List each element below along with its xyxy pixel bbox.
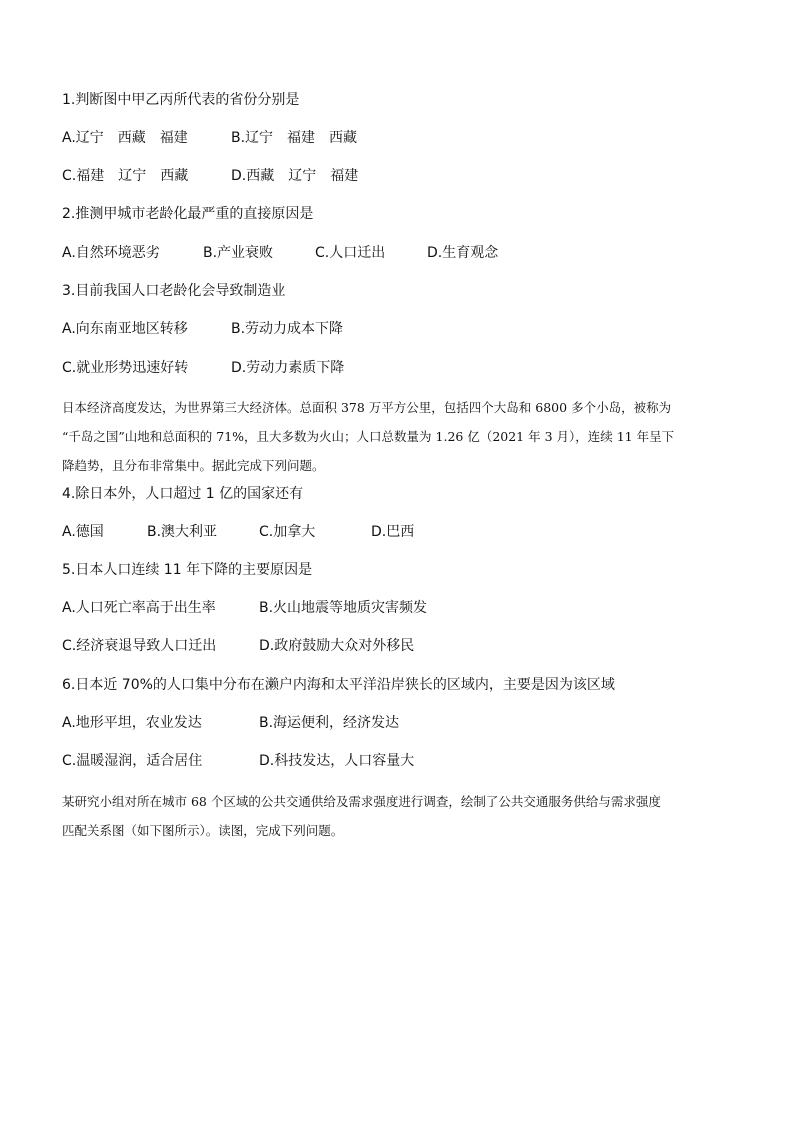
question-5-option-c: C.经济衰退导致人口迁出 [62,638,217,654]
question-2-option-d: D.生育观念 [427,245,499,261]
question-2-option-b: B.产业衰败 [203,245,274,261]
question-6-option-a: A.地形平坦，农业发达 [62,715,202,731]
question-6-option-d: D.科技发达，人口容量大 [259,753,415,769]
passage-transit-line-1: 某研究小组对所在城市 68 个区域的公共交通供给及需求强度进行调查，绘制了公共交通服务供给与需求强度 [62,794,661,809]
question-4-option-d: D.巴西 [371,524,415,540]
question-2-stem: 2.推测甲城市老龄化最严重的直接原因是 [62,206,314,222]
question-5-option-b: B.火山地震等地质灾害频发 [259,600,428,616]
question-3-stem: 3.目前我国人口老龄化会导致制造业 [62,283,286,299]
question-1-option-a: A.辽宁 西藏 福建 [62,130,188,146]
passage-japan [62,393,734,480]
question-2-option-a: A.自然环境恶劣 [62,245,160,261]
passage-japan-line-2: “千岛之国”山地和总面积的 71%，且大多数为火山；人口总数量为 1.26 亿（2021 年 3 月），连续 11 年呈下 [62,429,675,444]
passage-transit [62,787,734,845]
question-4-option-b: B.澳大利亚 [147,524,218,540]
question-2-option-c: C.人口迁出 [315,245,386,261]
question-5-option-d: D.政府鼓励大众对外移民 [259,638,415,654]
question-4-stem: 4.除日本外，人口超过 1 亿的国家还有 [62,486,304,502]
question-3-option-d: D.劳动力素质下降 [231,360,345,376]
question-5-option-a: A.人口死亡率高于出生率 [62,600,216,616]
passage-japan-line-3: 降趋势，且分布非常集中。据此完成下列问题。 [62,458,325,473]
question-6-stem: 6.日本近 70%的人口集中分布在濑户内海和太平洋沿岸狭长的区域内，主要是因为该区域 [62,677,615,693]
question-3-option-a: A.向东南亚地区转移 [62,321,188,337]
question-1-option-d: D.西藏 辽宁 福建 [231,168,359,184]
question-1-option-c: C.福建 辽宁 西藏 [62,168,189,184]
question-4-option-a: A.德国 [62,524,104,540]
question-4-option-c: C.加拿大 [259,524,316,540]
question-3-option-b: B.劳动力成本下降 [231,321,344,337]
question-1-stem: 1.判断图中甲乙丙所代表的省份分别是 [62,92,300,108]
passage-japan-line-1: 日本经济高度发达，为世界第三大经济体。总面积 378 万平方公里，包括四个大岛和 6800 多个小岛，被称为 [62,400,672,415]
passage-transit-line-2: 匹配关系图（如下图所示）。读图，完成下列问题。 [62,823,344,838]
question-6-option-c: C.温暖湿润，适合居住 [62,753,203,769]
question-1-option-b: B.辽宁 福建 西藏 [231,130,358,146]
question-5-stem: 5.日本人口连续 11 年下降的主要原因是 [62,562,313,578]
question-6-option-b: B.海运便利，经济发达 [259,715,400,731]
question-3-option-c: C.就业形势迅速好转 [62,360,189,376]
